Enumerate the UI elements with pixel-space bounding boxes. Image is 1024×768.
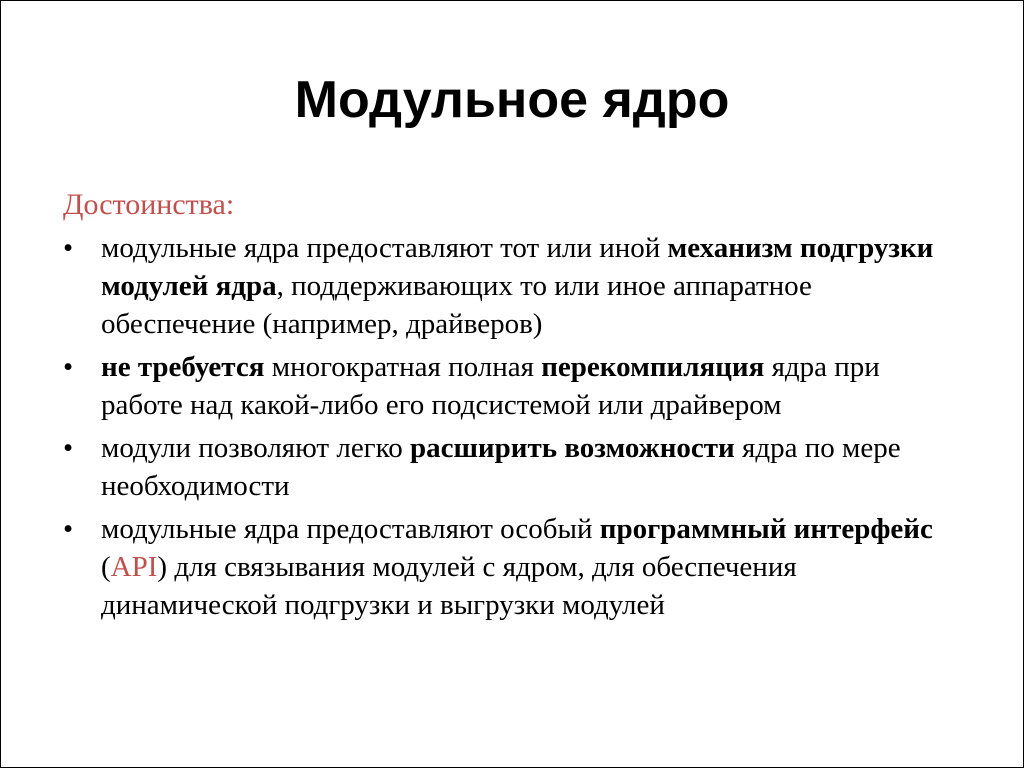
bullet-item-3 bbox=[63, 429, 963, 505]
bullet-text: , поддерживающих то или иное аппаратное обеспечение (например, драйверов) bbox=[101, 270, 812, 340]
bullet-emphasis: перекомпиляция bbox=[541, 351, 765, 383]
bullet-text: модульные ядра предоставляют тот или иной bbox=[101, 232, 668, 264]
bullet-dot: • bbox=[63, 351, 74, 383]
bullet-dot: • bbox=[63, 232, 74, 264]
bullet-dot: • bbox=[63, 432, 74, 464]
bullet-item-1 bbox=[63, 229, 963, 343]
bullet-text: ядра при работе над какой-либо его подсистемой или драйвером bbox=[101, 351, 880, 421]
slide-title: Модульное ядро bbox=[294, 71, 730, 129]
bullet-item-4 bbox=[63, 510, 963, 624]
bullet-text: ядра по мере необходимости bbox=[101, 432, 901, 502]
slide-subtitle: Достоинства: bbox=[63, 188, 235, 221]
bullet-text: модульные ядра предоставляют особый bbox=[101, 513, 600, 545]
bullet-emphasis: механизм подгрузки модулей ядра bbox=[101, 232, 934, 302]
bullet-text: многократная полная bbox=[264, 351, 542, 383]
bullet-text: ) для связывания модулей с ядром, для обеспечения динамической подгрузки и выгрузки модулей bbox=[101, 551, 797, 621]
bullet-emphasis: программный интерфейс bbox=[599, 513, 933, 545]
bullet-emphasis: не требуется bbox=[101, 351, 265, 383]
bullet-text: модули позволяют легко bbox=[101, 432, 410, 464]
bullet-emphasis: расширить возможности bbox=[409, 432, 735, 464]
bullet-dot: • bbox=[63, 513, 74, 545]
bullet-text: ( bbox=[101, 551, 111, 583]
api-accent-text: API bbox=[110, 551, 158, 583]
bullet-list bbox=[63, 229, 963, 629]
bullet-item-2 bbox=[63, 348, 963, 424]
